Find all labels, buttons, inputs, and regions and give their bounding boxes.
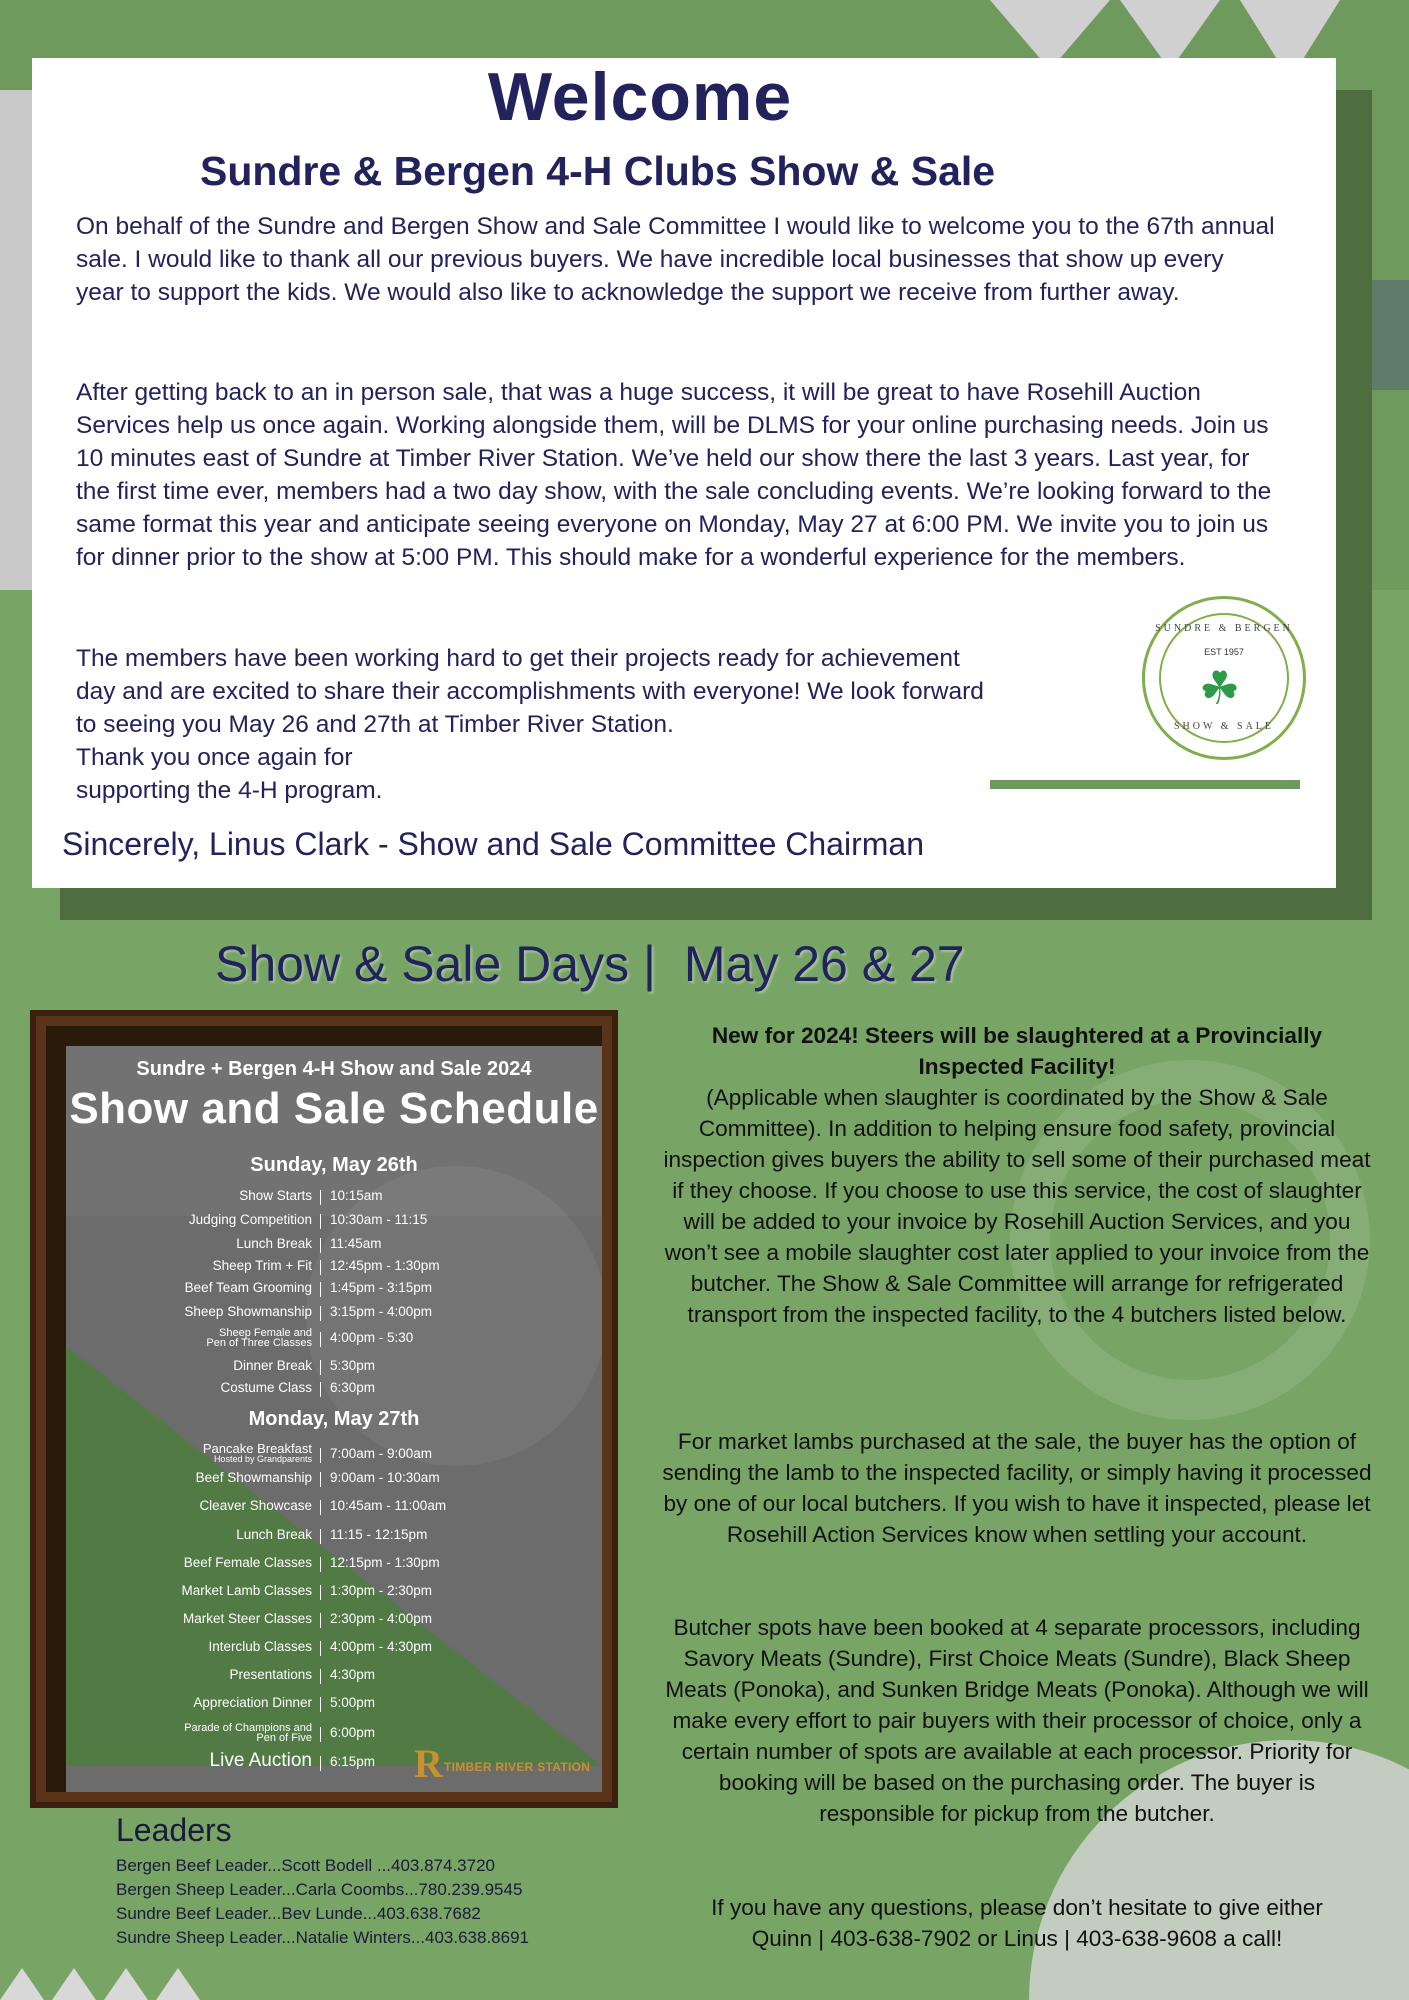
schedule-event (184, 1723, 312, 1743)
background-triangle (104, 1968, 148, 2000)
signature: Sincerely, Linus Clark - Show and Sale Committee Chairman (62, 826, 924, 862)
paragraph-line: supporting the 4-H program. (76, 777, 383, 804)
divider (320, 1529, 321, 1544)
schedule-row (66, 1527, 602, 1547)
schedule-time: 11:15 - 12:15pm (330, 1527, 428, 1542)
paragraph-line: day and are excited to share their accomplishments with everyone! We look forward (76, 678, 984, 705)
divider (320, 1260, 321, 1275)
show-days-label: Show & Sale Days | (215, 936, 656, 992)
event-line: Parade of Champions and (184, 1722, 312, 1734)
schedule-time: 10:30am - 11:15 (330, 1212, 428, 1227)
schedule-time: 12:15pm - 1:30pm (330, 1555, 440, 1570)
divider (320, 1332, 321, 1347)
divider (320, 1557, 321, 1572)
schedule-row (66, 1236, 602, 1256)
schedule-poster (66, 1046, 602, 1792)
schedule-time: 6:30pm (330, 1380, 376, 1395)
schedule-time: 2:30pm - 4:00pm (330, 1611, 433, 1626)
schedule-time: 6:00pm (330, 1725, 376, 1740)
schedule-row (66, 1441, 602, 1466)
welcome-paragraph-1: On behalf of the Sundre and Bergen Show and Sale Committee I would like to welcome you to the 67th annual sale. I would like to thank all our previous buyers. We have incredible local businesses that show up every year to support the kids. We would also like to acknowledge the support we receive from further away. (76, 213, 1275, 306)
show-days-dates: May 26 & 27 (683, 936, 965, 992)
schedule-event: Live Auction (209, 1750, 312, 1771)
schedule-event: Dinner Break (233, 1358, 312, 1373)
club-seal-logo (1142, 596, 1306, 760)
schedule-row (66, 1498, 602, 1518)
seal-top-text: SUNDRE & BERGEN (1155, 623, 1293, 634)
schedule-time: 10:45am - 11:00am (330, 1498, 447, 1513)
schedule-row (66, 1470, 602, 1490)
leader-contact: Bergen Beef Leader...Scott Bodell ...403.874.3720 (116, 1856, 496, 1875)
schedule-event: Sheep Trim + Fit (212, 1258, 312, 1273)
background-triangle (0, 1968, 44, 2000)
schedule-row (66, 1327, 602, 1350)
schedule-event (202, 1441, 312, 1464)
schedule-poster-frame (30, 1010, 618, 1808)
schedule-event: Lunch Break (236, 1236, 312, 1251)
schedule-time: 6:15pm (330, 1754, 376, 1769)
divider (320, 1306, 321, 1321)
schedule-time: 5:30pm (330, 1358, 376, 1373)
divider (320, 1669, 321, 1684)
schedule-event: Market Lamb Classes (181, 1583, 312, 1598)
poster-small-title: Sundre + Bergen 4-H Show and Sale 2024 (136, 1058, 532, 1080)
paragraph-line: Thank you once again for (76, 744, 353, 771)
schedule-row (66, 1258, 602, 1278)
schedule-row (66, 1722, 602, 1745)
schedule-time: 4:00pm - 5:30 (330, 1330, 414, 1345)
schedule-row (66, 1695, 602, 1715)
schedule-event: Beef Female Classes (183, 1555, 312, 1570)
contact-paragraph: If you have any questions, please don’t hesitate to give either Quinn | 403-638-7902 or Linus | 403-638-9608 a call! (711, 1895, 1323, 1951)
schedule-time: 7:00am - 9:00am (330, 1446, 433, 1461)
schedule-time: 4:00pm - 4:30pm (330, 1639, 433, 1654)
butcher-spots-paragraph: Butcher spots have been booked at 4 separate processors, including Savory Meats (Sundre), First Choice Meats (Sundre), Black Sheep Meats (Ponoka), and Sunken Bridge Meats (Ponoka). Although we will make every effort to pair buyers with their processor of choice, only a certain number of spots are available at each processor. Priority for booking will be based on the purchasing order. The buyer is responsible for pickup from the butcher. (665, 1615, 1369, 1826)
event-line: Pancake Breakfast (202, 1441, 312, 1456)
schedule-row (66, 1555, 602, 1575)
seal-est-text: EST 1957 (1204, 647, 1244, 657)
divider (320, 1472, 321, 1487)
divider (320, 1238, 321, 1253)
divider (320, 1727, 321, 1742)
schedule-time: 4:30pm (330, 1667, 376, 1682)
schedule-day-heading: Sunday, May 26th (250, 1154, 418, 1176)
event-line: Pen of Three Classes (206, 1337, 312, 1349)
divider (320, 1190, 321, 1205)
timber-river-logo-text: TIMBER RIVER STATION (444, 1760, 591, 1774)
paragraph-line: to seeing you May 26 and 27th at Timber River Station. (76, 711, 674, 738)
leaders-heading: Leaders (116, 1812, 232, 1848)
leader-contact: Bergen Sheep Leader...Carla Coombs...780.239.9545 (116, 1880, 523, 1899)
divider (320, 1382, 321, 1397)
schedule-time: 11:45am (330, 1236, 382, 1251)
event-subtitle: Sundre & Bergen 4-H Clubs Show & Sale (200, 148, 996, 194)
new-for-2024-heading: New for 2024! Steers will be slaughtered at a Provincially Inspected Facility! (711, 1023, 1323, 1079)
schedule-event: Beef Showmanship (195, 1470, 312, 1485)
divider (320, 1697, 321, 1712)
divider (320, 1500, 321, 1515)
schedule-row (66, 1639, 602, 1659)
poster-frame-inner (46, 1026, 602, 1792)
paragraph-line: The members have been working hard to get their projects ready for achievement (76, 645, 960, 672)
four-leaf-clover-icon: ☘ (1199, 662, 1241, 714)
schedule-event: Presentations (229, 1667, 312, 1682)
schedule-time: 1:30pm - 2:30pm (330, 1583, 433, 1598)
welcome-heading: Welcome (487, 59, 793, 135)
schedule-row (66, 1358, 602, 1378)
schedule-event: Judging Competition (188, 1212, 312, 1227)
schedule-time: 12:45pm - 1:30pm (330, 1258, 440, 1273)
welcome-paragraph-2: After getting back to an in person sale, that was a huge success, it will be great to have Rosehill Auction Services help us once again. Working alongside them, will be DLMS for your online purchasing needs. Join us 10 minutes east of Sundre at Timber River Station. We’ve held our show there the last 3 years. Last year, for the first time ever, members had a two day show, with the sale concluding events. We’re looking forward to the same format this year and anticipate seeing everyone on Monday, May 27 at 6:00 PM. We invite you to join us for dinner prior to the show at 5:00 PM. This should make for a wonderful experience for the members. (76, 379, 1272, 571)
divider (320, 1360, 321, 1375)
event-line: Pen of Five (256, 1732, 312, 1744)
schedule-row (66, 1611, 602, 1631)
schedule-event: Cleaver Showcase (199, 1498, 312, 1513)
schedule-event: Interclub Classes (208, 1639, 312, 1654)
schedule-row (66, 1667, 602, 1687)
schedule-row (66, 1212, 602, 1232)
divider (320, 1214, 321, 1229)
schedule-event: Sheep Showmanship (184, 1304, 312, 1319)
schedule-row (66, 1280, 602, 1300)
welcome-paragraph-3 (76, 642, 1136, 807)
background-triangle (52, 1968, 96, 2000)
divider (320, 1641, 321, 1656)
divider (320, 1448, 321, 1463)
event-subline: Hosted by Grandparents (213, 1454, 312, 1464)
schedule-day-heading: Monday, May 27th (248, 1408, 420, 1430)
poster-title: Show and Sale Schedule (69, 1084, 599, 1133)
leader-contact: Sundre Sheep Leader...Natalie Winters...403.638.8691 (116, 1928, 530, 1947)
timber-river-logo-icon: R (414, 1741, 443, 1786)
schedule-time: 5:00pm (330, 1695, 376, 1710)
schedule-row (66, 1304, 602, 1324)
market-lambs-paragraph: For market lambs purchased at the sale, the buyer has the option of sending the lamb to the inspected facility, or simply having it processed by one of our local butchers. If you wish to have it inspected, please let Rosehill Action Services know when settling your account. (662, 1429, 1372, 1547)
seal-bottom-text: SHOW & SALE (1173, 721, 1275, 732)
schedule-event: Appreciation Dinner (193, 1695, 312, 1710)
card-accent-line (990, 780, 1300, 789)
schedule-event: Lunch Break (236, 1527, 312, 1542)
divider (320, 1282, 321, 1297)
schedule-event: Show Starts (239, 1188, 312, 1203)
schedule-time: 1:45pm - 3:15pm (330, 1280, 433, 1295)
schedule-time: 9:00am - 10:30am (330, 1470, 440, 1485)
schedule-event: Costume Class (220, 1380, 312, 1395)
divider (320, 1756, 321, 1771)
schedule-event: Market Steer Classes (182, 1611, 312, 1626)
background-triangle (156, 1968, 200, 2000)
schedule-time: 3:15pm - 4:00pm (330, 1304, 433, 1319)
schedule-event: Beef Team Grooming (184, 1280, 312, 1295)
leader-contact: Sundre Beef Leader...Bev Lunde...403.638.7682 (116, 1904, 481, 1923)
schedule-event (206, 1328, 312, 1348)
divider (320, 1613, 321, 1628)
event-line: Sheep Female and (219, 1327, 312, 1339)
schedule-row (66, 1380, 602, 1400)
schedule-row (66, 1188, 602, 1208)
schedule-row (66, 1583, 602, 1603)
show-days-heading (0, 935, 1409, 993)
divider (320, 1585, 321, 1600)
slaughter-info-paragraph: (Applicable when slaughter is coordinated by the Show & Sale Committee). In addition to helping ensure food safety, provincial inspection gives buyers the ability to sell some of their purchased meat if they choose. If you choose to use this service, the cost of slaughter will be added to your invoice by Rosehill Auction Services, and you won’t see a mobile slaughter cost later applied to your invoice from the butcher. The Show & Sale Committee will arrange for refrigerated transport from the inspected facility, to the 4 butchers listed below. (663, 1085, 1371, 1327)
schedule-time: 10:15am (330, 1188, 383, 1203)
